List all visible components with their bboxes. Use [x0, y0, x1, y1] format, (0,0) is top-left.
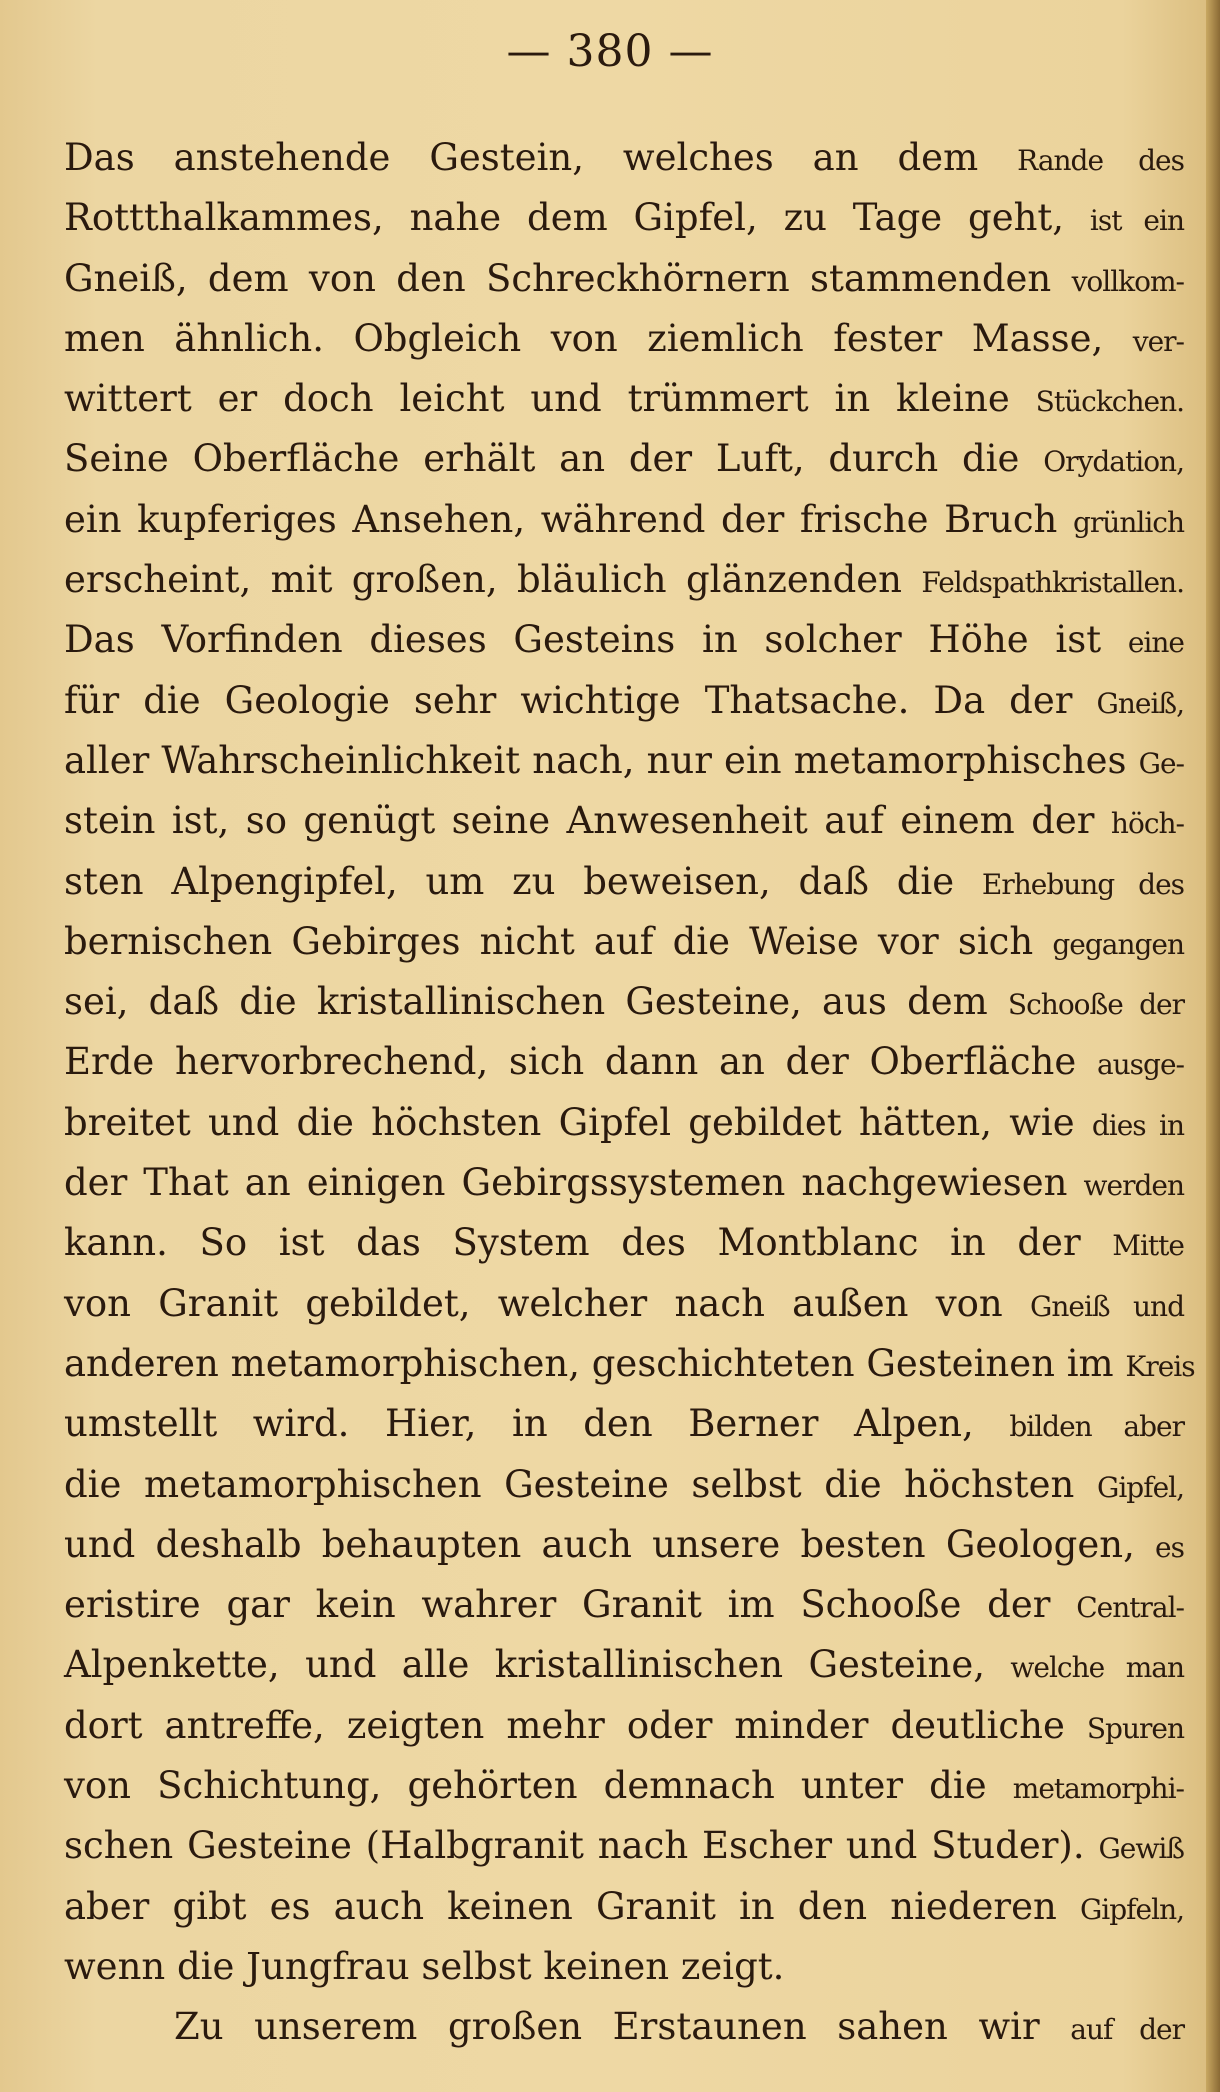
text-line: ein kupferiges Ansehen, während der frische Bruch grünlich — [64, 497, 1184, 541]
text-line: Seine Oberfläche erhält an der Luft, durch die Orydation, — [64, 437, 1184, 481]
text-line: Gneiß, dem von den Schreckhörnern stammenden vollkom- — [64, 256, 1184, 300]
text-line: wenn die Jungfrau selbst keinen zeigt. — [64, 1944, 785, 1988]
text-line: von Granit gebildet, welcher nach außen von Gneiß und — [64, 1281, 1184, 1325]
text-line: eristire gar kein wahrer Granit im Schooße der Central- — [64, 1583, 1185, 1627]
text-line: die metamorphischen Gesteine selbst die höchsten Gipfel, — [64, 1462, 1184, 1506]
text-line: breitet und die höchsten Gipfel gebildet hätten, wie dies in — [64, 1100, 1184, 1144]
text-line: umstellt wird. Hier, in den Berner Alpen, bilden aber — [64, 1402, 1184, 1446]
text-line: bernischen Gebirges nicht auf die Weise vor sich gegangen — [64, 919, 1184, 963]
text-line: anderen metamorphischen, geschichteten Gesteinen im Kreis — [64, 1341, 1195, 1385]
text-line: aber gibt es auch keinen Granit in den niederen Gipfeln, — [64, 1884, 1185, 1928]
text-line: von Schichtung, gehörten demnach unter die metamorphi- — [64, 1764, 1184, 1808]
text-line: Erde hervorbrechend, sich dann an der Oberfläche ausge- — [64, 1040, 1184, 1084]
text-line: wittert er doch leicht und trümmert in kleine Stückchen. — [64, 377, 1185, 421]
text-line: stein ist, so genügt seine Anwesenheit auf einem der höch- — [64, 799, 1184, 843]
text-line: Rottthalkammes, nahe dem Gipfel, zu Tage geht, ist ein — [64, 196, 1184, 240]
text-line: sei, daß die kristallinischen Gesteine, aus dem Schooße der — [64, 980, 1184, 1024]
text-line: sten Alpengipfel, um zu beweisen, daß die Erhebung des — [64, 859, 1185, 903]
text-line: und deshalb behaupten auch unsere besten Geologen, es — [64, 1522, 1184, 1566]
page-edge — [1206, 0, 1220, 2092]
text-line: Zu unserem großen Erstaunen sahen wir auf der — [174, 2005, 1184, 2049]
text-line: Alpenkette, und alle kristallinischen Gesteine, welche man — [64, 1643, 1184, 1687]
text-line: aller Wahrscheinlichkeit nach, nur ein metamorphisches Ge- — [64, 738, 1184, 782]
text-line: für die Geologie sehr wichtige Thatsache. Da der Gneiß, — [64, 678, 1185, 722]
text-line: der That an einigen Gebirgssystemen nachgewiesen werden — [64, 1161, 1184, 1205]
text-line: schen Gesteine (Halbgranit nach Escher und Studer). Gewiß — [64, 1824, 1184, 1868]
text-line: Das anstehende Gestein, welches an dem Rande des — [64, 136, 1184, 179]
text-line: kann. So ist das System des Montblanc in der Mitte — [64, 1221, 1184, 1265]
page-number: — 380 — — [506, 26, 714, 77]
text-line: erscheint, mit großen, bläulich glänzenden Feldspathkristallen. — [64, 558, 1184, 602]
text-body — [64, 128, 1195, 2058]
text-line: dort antreffe, zeigten mehr oder minder deutliche Spuren — [64, 1703, 1184, 1747]
text-line: men ähnlich. Obgleich von ziemlich fester Masse, ver- — [64, 316, 1185, 360]
text-line: Das Vorfinden dieses Gesteins in solcher Höhe ist eine — [64, 618, 1184, 662]
